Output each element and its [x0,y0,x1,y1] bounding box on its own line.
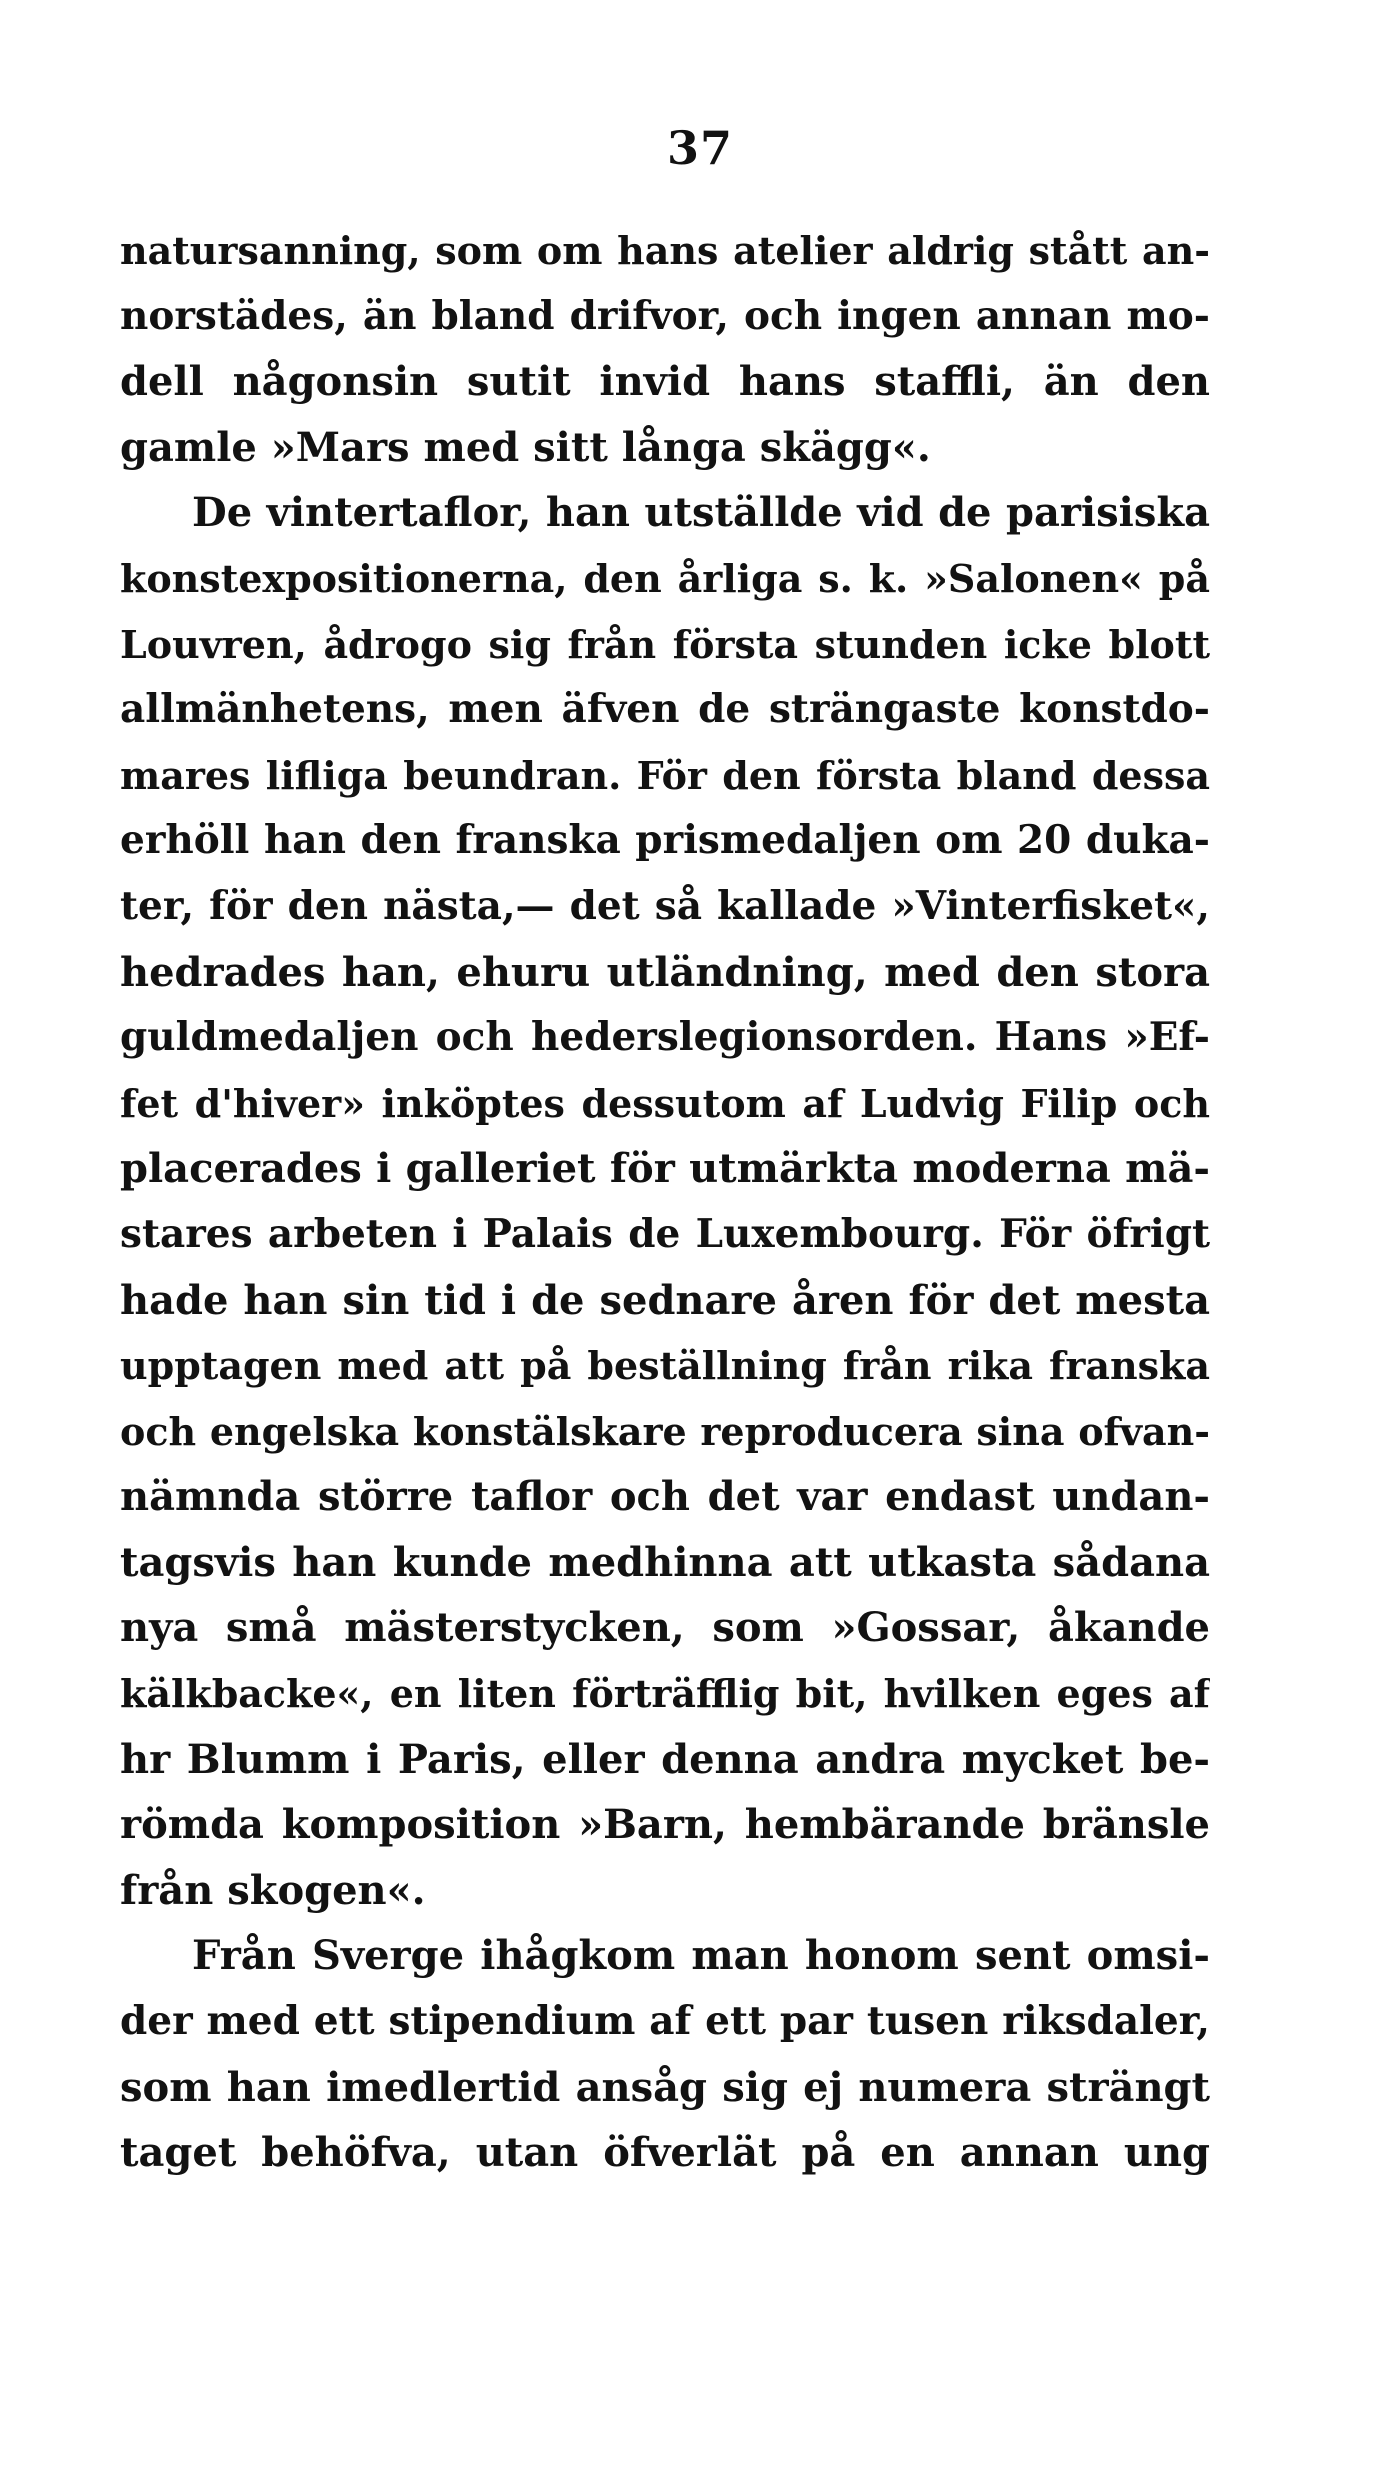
text-line: Louvren, ådrogo sig från första stunden icke blott [120,621,1210,667]
text-line: och engelska konstälskare reproducera sina ofvan- [120,1408,1210,1454]
text-line: römda komposition »Barn, hembärande bränsle [120,1801,1210,1849]
text-line: der med ett stipendium af ett par tusen riksdaler, [120,1998,1210,2045]
text-line: allmänhetens, men äfven de strängaste konstdo- [120,686,1210,733]
text-line: erhöll han den franska prismedaljen om 20 duka- [120,817,1210,864]
text-line: fet d'hiver» inköptes dessutom af Ludvig Filip och [120,1080,1210,1126]
text-line: De vintertaflor, han utställde vid de parisiska [192,489,1210,537]
text-line: gamle »Mars med sitt långa skägg«. [120,423,931,471]
text-line: hade han sin tid i de sednare åren för det mesta [120,1276,1210,1324]
text-line: från skogen«. [120,1866,426,1914]
text-line: hedrades han, ehuru utländning, med den stora [120,948,1210,996]
text-line: upptagen med att på beställning från rika franska [120,1343,1210,1389]
text-line: dell någonsin sutit invid hans staffli, än den [120,358,1210,406]
body-text [120,218,1210,2186]
text-line: tagsvis han kunde medhinna att utkasta sådana [120,1538,1210,1586]
text-line: ter, för den nästa,— det så kallade »Vinterfisket«, [120,882,1210,929]
text-line: som han imedlertid ansåg sig ej numera strängt [120,2063,1210,2111]
text-line: nämnda större taflor och det var endast undan- [120,1473,1210,1521]
text-line: guldmedaljen och hederslegionsorden. Hans »Ef- [120,1014,1210,1061]
text-line: natursanning, som om hans atelier aldrig stått an- [120,228,1210,273]
text-line: nya små mästerstycken, som »Gossar, åkande [120,1604,1210,1652]
text-line: Från Sverge ihågkom man honom sent omsi- [192,1932,1210,1980]
text-line: konstexpositionerna, den årliga s. k. »Salonen« på [120,555,1210,601]
text-line: hr Blumm i Paris, eller denna andra mycket be- [120,1735,1210,1783]
text-line: mares lifliga beundran. För den första bland dessa [120,752,1210,798]
text-line: taget behöfva, utan öfverlät på en annan ung [120,2129,1210,2177]
text-line: placerades i galleriet för utmärkta moderna mä- [120,1145,1210,1193]
text-line: kälkbacke«, en liten förträfflig bit, hvilken eges af [120,1671,1210,1717]
page-number: 37 [666,121,733,175]
text-line: stares arbeten i Palais de Luxembourg. För öfrigt [120,1210,1210,1257]
text-line: norstädes, än bland drifvor, och ingen annan mo- [120,292,1210,339]
